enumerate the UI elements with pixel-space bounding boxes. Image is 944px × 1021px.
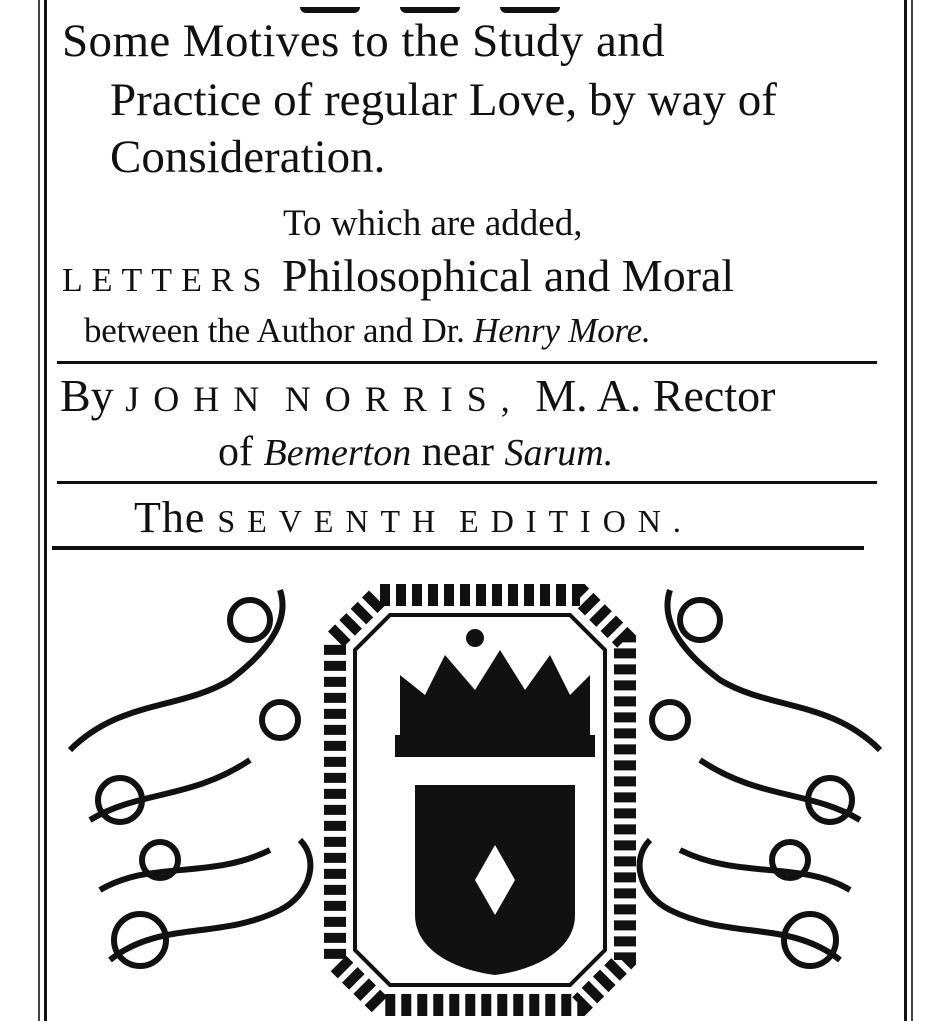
author-last-name: NORRIS,: [284, 379, 524, 419]
edition-seventh: SEVENTH: [217, 503, 448, 539]
author-degree: M. A. Rector: [535, 370, 776, 421]
letters-word: LETTERS: [62, 262, 271, 299]
cropped-top-text: [300, 0, 630, 10]
edition-word: EDITION.: [459, 503, 693, 539]
between-prefix: between the Author and Dr.: [84, 311, 465, 350]
printer-ornament-crown-shield-icon: [40, 560, 910, 1021]
title-line-1: Some Motives to the Study and: [62, 15, 666, 67]
right-border-rule-outer: [911, 0, 913, 1021]
author-first-name: JOHN: [125, 379, 274, 419]
title-line-3: Consideration.: [110, 131, 386, 183]
divider-rule-2: [57, 481, 877, 484]
edition-the: The: [134, 493, 206, 542]
place-line: [218, 428, 613, 476]
between-line: [84, 311, 651, 351]
title-line-2: Practice of regular Love, by way of: [110, 74, 777, 126]
letters-line: [62, 249, 734, 302]
letters-rest: Philosophical and Moral: [281, 250, 735, 301]
place-town: Bemerton: [263, 432, 412, 474]
divider-rule-3: [52, 546, 864, 550]
place-of: of: [218, 429, 253, 475]
author-line: [60, 369, 775, 422]
place-city: Sarum.: [504, 432, 614, 474]
added-intro: To which are added,: [283, 203, 583, 244]
henry-more-name: Henry More.: [473, 311, 651, 350]
edition-line: [134, 492, 693, 543]
author-by: By: [60, 370, 114, 421]
place-near: near: [421, 429, 495, 475]
divider-rule-1: [57, 361, 877, 364]
